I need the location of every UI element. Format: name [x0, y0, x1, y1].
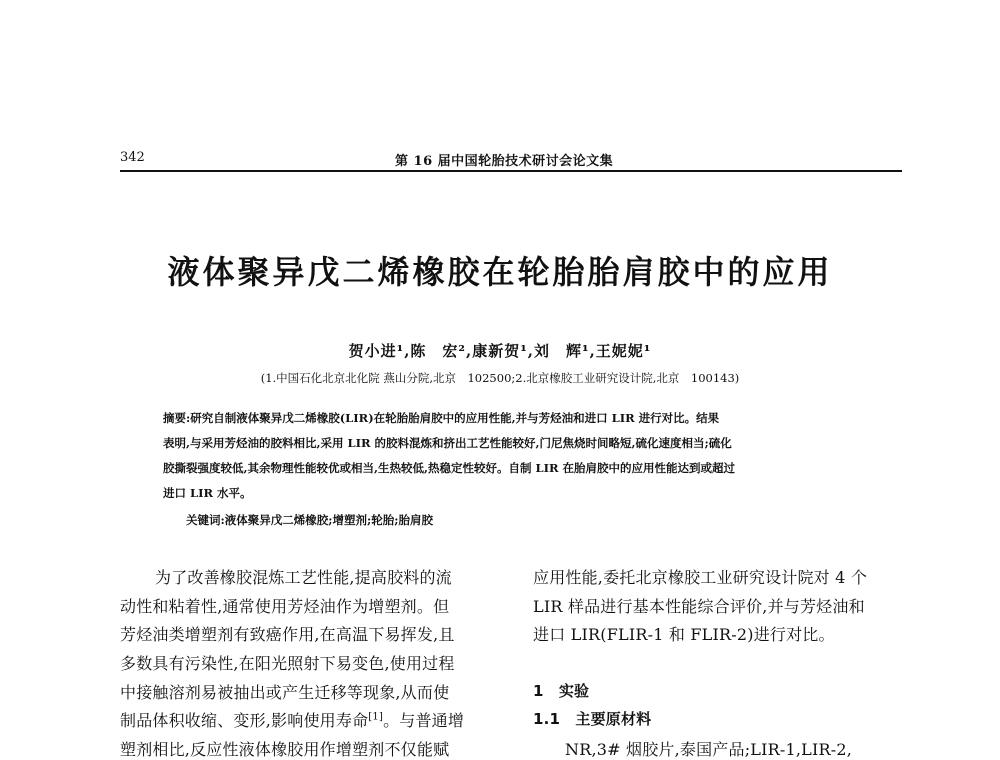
body-line: 动性和粘着性,通常使用芳烃油作为增塑剂。但	[120, 597, 450, 616]
header-rule	[120, 170, 902, 172]
body-line: 应用性能,委托北京橡胶工业研究设计院对 4 个	[533, 568, 868, 587]
section-heading: 1 实验	[533, 682, 590, 700]
paper-title: 液体聚异戊二烯橡胶在轮胎胎肩胶中的应用	[167, 253, 833, 291]
body-line: 塑剂相比,反应性液体橡胶用作增塑剂不仅能赋	[120, 740, 450, 759]
body-line: 多数具有污染性,在阳光照射下易变色,使用过程	[120, 654, 455, 673]
affiliations: (1.中国石化北京北化院 燕山分院,北京 102500;2.北京橡胶工业研究设计院,北京 100143)	[260, 371, 740, 385]
body-line: LIR 样品进行基本性能综合评价,并与芳烃油和	[533, 597, 865, 616]
abstract-line: 摘要:研究自制液体聚异戊二烯橡胶(LIR)在轮胎胎肩胶中的应用性能,并与芳烃油和进口 LIR 进行对比。结果	[163, 411, 720, 425]
body-line-text: 制品体积收缩、变形,影响使用寿命	[120, 711, 369, 730]
body-line: 中接触溶剂易被抽出或产生迁移等现象,从而使	[120, 683, 450, 702]
page-number: 342	[120, 150, 145, 165]
abstract-line: 胶撕裂强度较低,其余物理性能较优或相当,生热较低,热稳定性较好。自制 LIR 在胎肩胶中的应用性能达到或超过	[163, 461, 736, 475]
subsection-heading: 1.1 主要原材料	[533, 710, 652, 728]
body-line-text: 。与普通增	[383, 711, 465, 730]
abstract-line: 进口 LIR 水平。	[163, 486, 252, 500]
author-list: 贺小进¹,陈 宏²,康新贺¹,刘 辉¹,王妮妮¹	[348, 342, 652, 360]
running-head: 第 16 届中国轮胎技术研讨会论文集	[395, 154, 614, 169]
body-line	[120, 708, 464, 731]
body-line: NR,3# 烟胶片,泰国产品;LIR-1,LIR-2,	[565, 740, 853, 759]
body-line: 芳烃油类增塑剂有致癌作用,在高温下易挥发,且	[120, 625, 455, 644]
citation-ref: [1]	[368, 711, 384, 723]
body-line: 进口 LIR(FLIR-1 和 FLIR-2)进行对比。	[533, 625, 835, 644]
keywords: 关键词:液体聚异戊二烯橡胶;增塑剂;轮胎;胎肩胶	[186, 513, 433, 527]
abstract-line: 表明,与采用芳烃油的胶料相比,采用 LIR 的胶料混炼和挤出工艺性能较好,门尼焦烧时间略短,硫化速度相当;硫化	[163, 436, 732, 450]
body-line: 为了改善橡胶混炼工艺性能,提高胶料的流	[155, 568, 452, 587]
